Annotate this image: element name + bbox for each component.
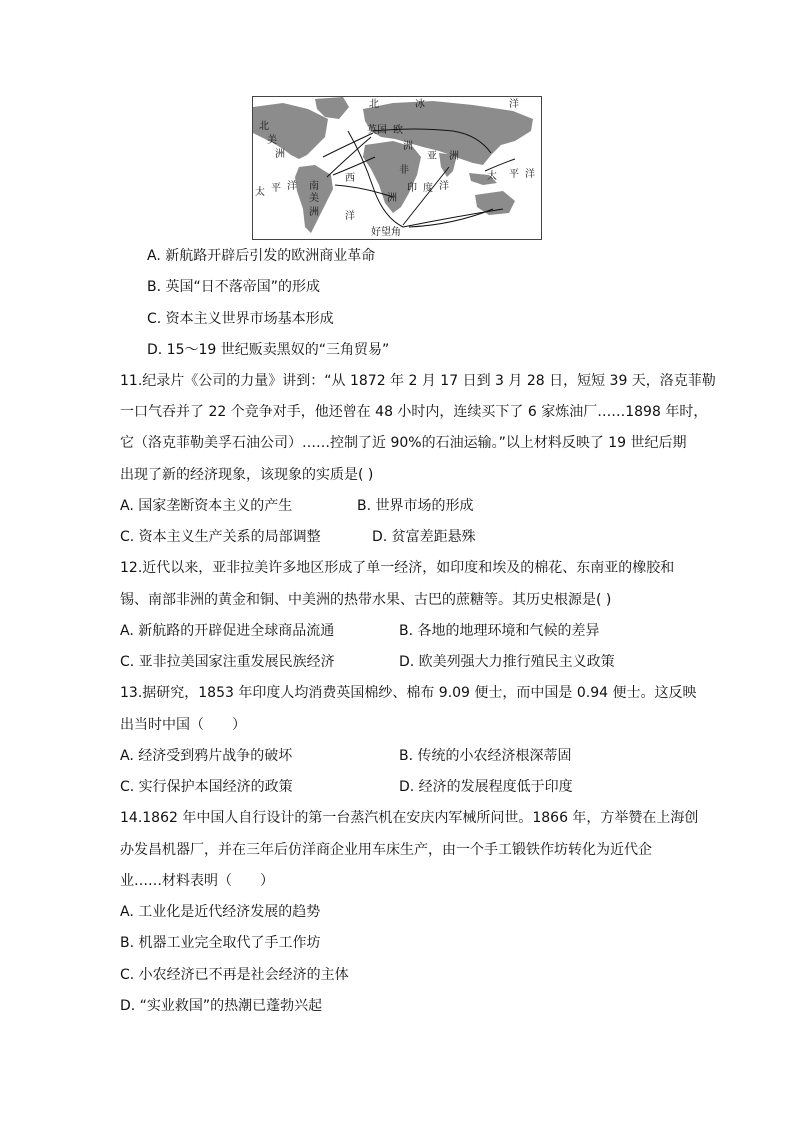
q14-option-b: B. 机器工业完全取代了手工作坊 xyxy=(120,935,321,951)
map-label: 洋 xyxy=(509,99,519,110)
map-label: 洲 xyxy=(449,151,459,162)
world-trade-map xyxy=(252,96,542,240)
q13-stem-line: 13.据研究，1853 年印度人均消费英国棉纱、棉布 9.09 便士，而中国是 0.94 便士。这反映 xyxy=(120,685,697,701)
map-label: 洋 xyxy=(345,211,355,222)
q10-option-b: B. 英国“日不落帝国”的形成 xyxy=(147,279,321,295)
map-label: 美 xyxy=(267,135,277,146)
q14-option-a: A. 工业化是近代经济发展的趋势 xyxy=(120,904,321,920)
map-label: 太 xyxy=(487,171,497,182)
q12-option-b: B. 各地的地理环境和气候的差异 xyxy=(399,623,600,639)
q12-option-d: D. 欧美列强大力推行殖民主义政策 xyxy=(399,654,615,670)
q12-option-c: C. 亚非拉美国家注重发展民族经济 xyxy=(120,654,335,670)
map-label: 印 xyxy=(407,183,417,194)
map-label: 平 xyxy=(509,169,519,180)
map-label: 北 xyxy=(259,121,269,132)
map-graphic xyxy=(253,97,541,239)
q13-option-b: B. 传统的小农经济根深蒂固 xyxy=(399,748,572,764)
q11-option-b: B. 世界市场的形成 xyxy=(357,498,474,514)
map-label: 洲 xyxy=(275,149,285,160)
map-label: 南 xyxy=(309,181,319,192)
q10-option-a: A. 新航路开辟后引发的欧洲商业革命 xyxy=(147,248,376,264)
q11-stem-line: 一口气吞并了 22 个竞争对手，他还曾在 48 小时内，连续买下了 6 家炼油厂……1898 年时， xyxy=(120,404,708,420)
q13-option-a: A. 经济受到鸦片战争的破坏 xyxy=(120,748,293,764)
q14-option-c: C. 小农经济已不再是社会经济的主体 xyxy=(120,967,349,983)
q12-stem-line: 12.近代以来，亚非拉美许多地区形成了单一经济，如印度和埃及的棉花、东南亚的橡胶和 xyxy=(120,560,675,576)
map-label: 洲 xyxy=(387,193,397,204)
map-label: 非 xyxy=(399,165,409,176)
map-label: 洲 xyxy=(309,207,319,218)
q14-stem-line: 业……材料表明（ ） xyxy=(120,873,274,889)
q11-stem-line: 11.纪录片《公司的力量》讲到：“从 1872 年 2 月 17 日到 3 月 28 日，短短 39 天，洛克菲勒 xyxy=(120,373,716,389)
map-label: 英国 xyxy=(367,125,387,136)
q11-stem-line: 它（洛克菲勒美孚石油公司）……控制了近 90%的石油运输。”以上材料反映了 19 世纪后期 xyxy=(120,435,687,451)
q14-option-d: D. “实业救国”的热潮已蓬勃兴起 xyxy=(120,998,323,1014)
q14-stem-line: 14.1862 年中国人自行设计的第一台蒸汽机在安庆内军械所问世。1866 年，方举赞在上海创 xyxy=(120,810,699,826)
q14-stem-line: 办发昌机器厂，并在三年后仿洋商企业用车床生产，由一个手工锻铁作坊转化为近代企 xyxy=(120,842,652,858)
map-label: 北 xyxy=(369,99,379,110)
map-label: 太 xyxy=(255,187,265,198)
q11-stem-line: 出现了新的经济现象，该现象的实质是( ) xyxy=(120,467,374,483)
map-label: 洋 xyxy=(287,181,297,192)
map-label: 好望角 xyxy=(371,227,401,238)
q12-option-a: A. 新航路的开辟促进全球商品流通 xyxy=(120,623,335,639)
q11-option-d: D. 贫富差距悬殊 xyxy=(372,529,476,545)
australia-shape xyxy=(475,191,515,215)
q11-option-c: C. 资本主义生产关系的局部调整 xyxy=(120,529,321,545)
map-label: 洲 xyxy=(403,141,413,152)
q10-option-d: D. 15～19 世纪贩卖黑奴的“三角贸易” xyxy=(147,342,390,358)
q11-option-a: A. 国家垄断资本主义的产生 xyxy=(120,498,293,514)
map-label: 洋 xyxy=(525,169,535,180)
map-label: 度 xyxy=(423,183,433,194)
map-label: 亚 xyxy=(427,151,437,162)
map-label: 平 xyxy=(271,183,281,194)
q13-stem-line: 出当时中国（ ） xyxy=(120,717,246,733)
q10-option-c: C. 资本主义世界市场基本形成 xyxy=(147,311,334,327)
map-label: 洋 xyxy=(439,181,449,192)
q13-option-d: D. 经济的发展程度低于印度 xyxy=(399,779,573,795)
map-label: 冰 xyxy=(415,99,425,110)
q13-option-c: C. 实行保护本国经济的政策 xyxy=(120,779,293,795)
map-label: 西 xyxy=(345,173,355,184)
map-label: 美 xyxy=(309,193,319,204)
map-label: 欧 xyxy=(393,125,403,136)
q12-stem-line: 锡、南部非洲的黄金和铜、中美洲的热带水果、古巴的蔗糖等。其历史根源是( ) xyxy=(120,592,612,608)
